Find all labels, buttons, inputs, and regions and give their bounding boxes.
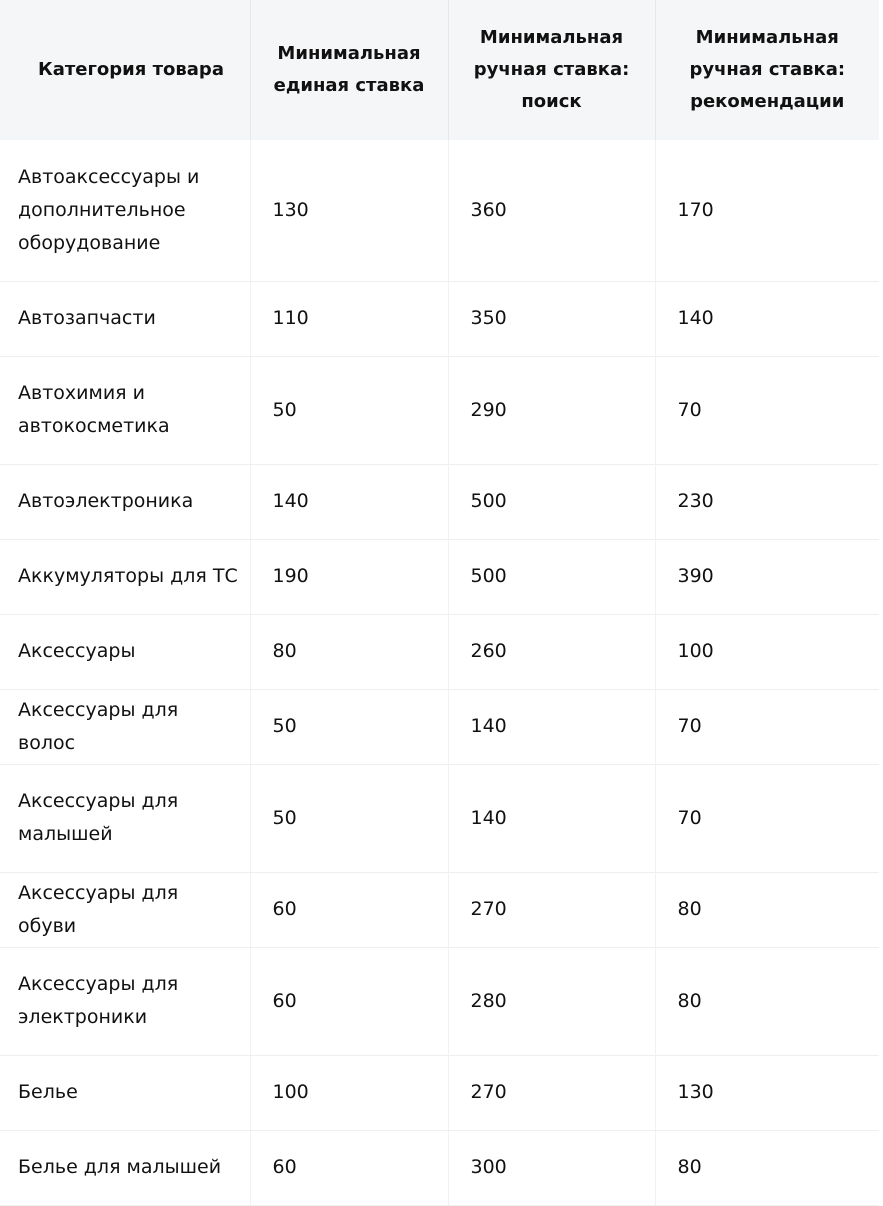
cell-search-rate: 500 bbox=[448, 539, 655, 614]
table-row bbox=[0, 464, 879, 539]
table-row bbox=[0, 872, 879, 947]
table-row bbox=[0, 947, 879, 1055]
cell-single-rate: 50 bbox=[250, 356, 448, 464]
cell-single-rate: 100 bbox=[250, 1055, 448, 1130]
cell-search-rate: 270 bbox=[448, 872, 655, 947]
cell-recommendations-rate: 140 bbox=[655, 281, 879, 356]
cell-recommendations-rate: 80 bbox=[655, 947, 879, 1055]
cell-category: Аксессуары для малышей bbox=[0, 764, 250, 872]
cell-single-rate: 50 bbox=[250, 764, 448, 872]
cell-recommendations-rate: 130 bbox=[655, 1055, 879, 1130]
header-row bbox=[0, 0, 879, 140]
cell-search-rate: 280 bbox=[448, 947, 655, 1055]
table-row bbox=[0, 1130, 879, 1205]
cell-recommendations-rate: 70 bbox=[655, 764, 879, 872]
cell-recommendations-rate: 170 bbox=[655, 140, 879, 281]
cell-search-rate: 500 bbox=[448, 464, 655, 539]
header-min-manual-rate-recommendations: Минимальная ручная ставка: рекомендации bbox=[655, 0, 879, 140]
table-row bbox=[0, 1055, 879, 1130]
cell-single-rate: 60 bbox=[250, 1130, 448, 1205]
cell-recommendations-rate: 390 bbox=[655, 539, 879, 614]
table-row bbox=[0, 764, 879, 872]
cell-category: Аксессуары для волос bbox=[0, 689, 250, 764]
cell-category: Автозапчасти bbox=[0, 281, 250, 356]
table-row bbox=[0, 689, 879, 764]
cell-search-rate: 270 bbox=[448, 1055, 655, 1130]
cell-single-rate: 60 bbox=[250, 872, 448, 947]
cell-category: Белье для малышей bbox=[0, 1130, 250, 1205]
cell-category: Автоэлектроника bbox=[0, 464, 250, 539]
cell-recommendations-rate: 80 bbox=[655, 872, 879, 947]
header-min-manual-rate-search: Минимальная ручная ставка: поиск bbox=[448, 0, 655, 140]
cell-search-rate: 360 bbox=[448, 140, 655, 281]
cell-recommendations-rate: 80 bbox=[655, 1130, 879, 1205]
table-row bbox=[0, 614, 879, 689]
cell-search-rate: 140 bbox=[448, 764, 655, 872]
cell-search-rate: 140 bbox=[448, 689, 655, 764]
table-header bbox=[0, 0, 879, 140]
table-row bbox=[0, 539, 879, 614]
cell-recommendations-rate: 70 bbox=[655, 356, 879, 464]
cell-recommendations-rate: 230 bbox=[655, 464, 879, 539]
cell-search-rate: 290 bbox=[448, 356, 655, 464]
cell-single-rate: 110 bbox=[250, 281, 448, 356]
cell-single-rate: 80 bbox=[250, 614, 448, 689]
header-min-single-rate: Минимальная единая ставка bbox=[250, 0, 448, 140]
cell-search-rate: 260 bbox=[448, 614, 655, 689]
cell-single-rate: 50 bbox=[250, 689, 448, 764]
cell-category: Автоаксессуары и дополнительное оборудование bbox=[0, 140, 250, 281]
cell-single-rate: 140 bbox=[250, 464, 448, 539]
cell-category: Аксессуары для обуви bbox=[0, 872, 250, 947]
cell-single-rate: 190 bbox=[250, 539, 448, 614]
header-category: Категория товара bbox=[0, 0, 250, 140]
cell-recommendations-rate: 70 bbox=[655, 689, 879, 764]
cell-category: Аксессуары для электроники bbox=[0, 947, 250, 1055]
cell-category: Аккумуляторы для ТС bbox=[0, 539, 250, 614]
cell-search-rate: 300 bbox=[448, 1130, 655, 1205]
cell-recommendations-rate: 100 bbox=[655, 614, 879, 689]
cell-category: Аксессуары bbox=[0, 614, 250, 689]
table-body bbox=[0, 140, 879, 1205]
table-row bbox=[0, 356, 879, 464]
cell-category: Белье bbox=[0, 1055, 250, 1130]
table-row bbox=[0, 140, 879, 281]
cell-single-rate: 130 bbox=[250, 140, 448, 281]
cell-single-rate: 60 bbox=[250, 947, 448, 1055]
cell-search-rate: 350 bbox=[448, 281, 655, 356]
cell-category: Автохимия и автокосметика bbox=[0, 356, 250, 464]
table-row bbox=[0, 281, 879, 356]
